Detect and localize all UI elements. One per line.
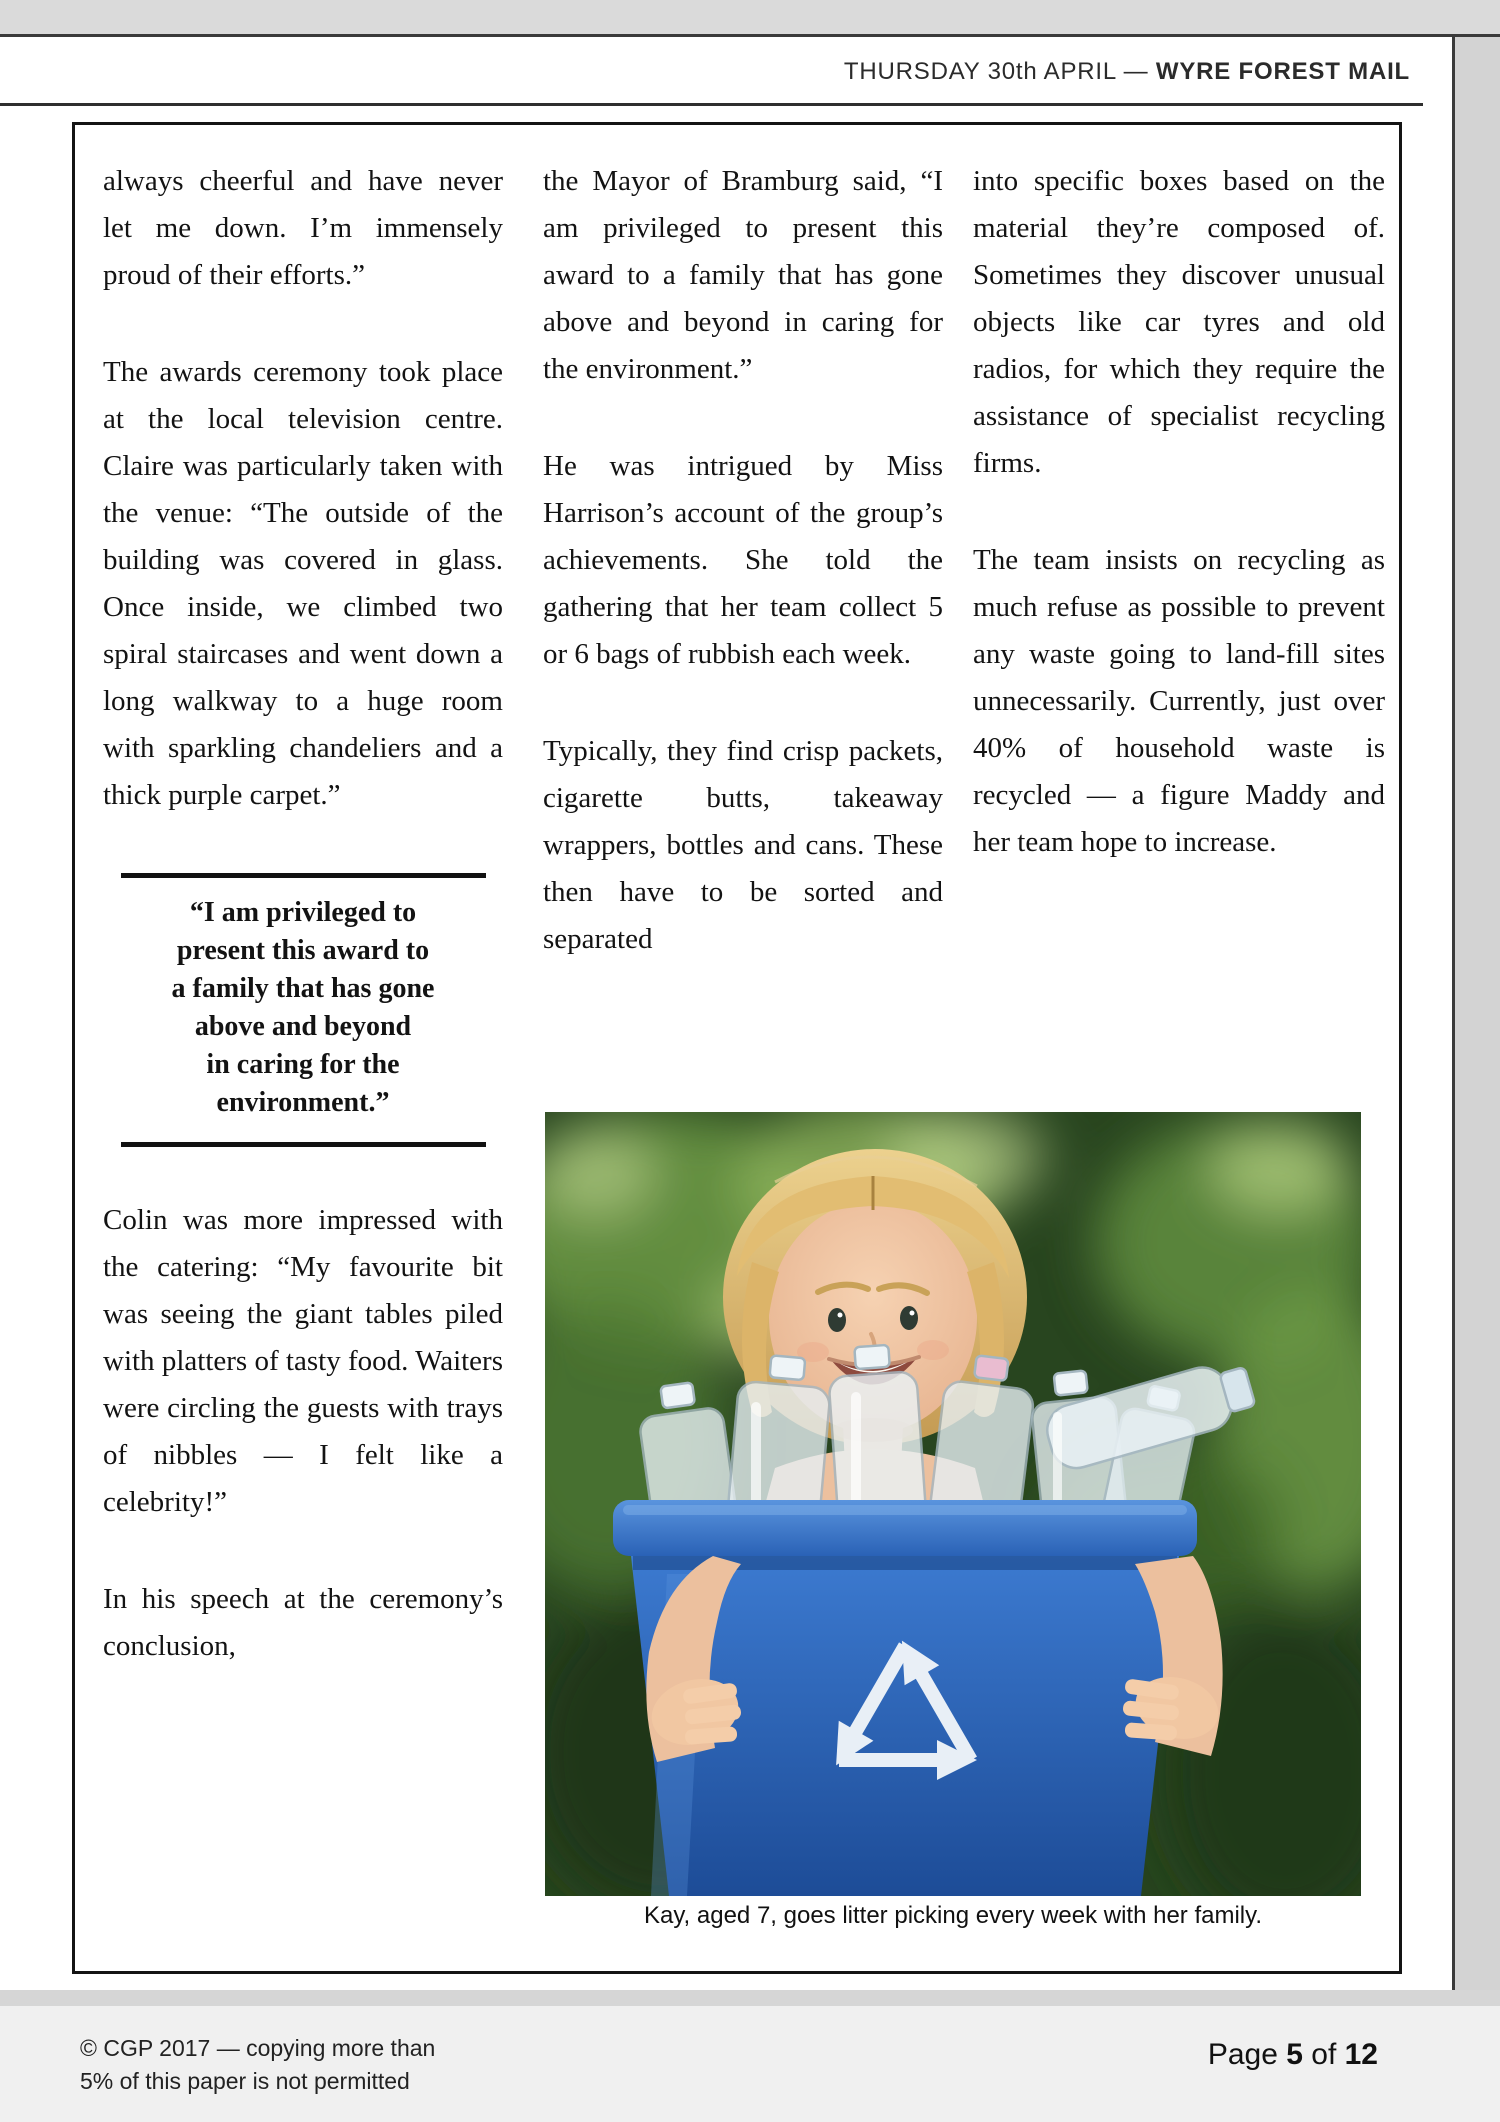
copyright-line: © CGP 2017 — copying more than [80,2035,436,2061]
article-paragraph: always cheerful and have never let me down. I’m immensely proud of their efforts.” [103,165,503,291]
scan-background-top [0,0,1500,34]
article-paragraph: Typically, they find crisp packets, cigarette butts, takeaway wrappers, bottles and cans. These then have to be sorted and separated [543,735,943,955]
page-edge-top [0,34,1500,37]
scan-background-bottom [0,1990,1500,2006]
pull-quote [121,873,486,1147]
pull-quote-line: a family that has gone [171,973,435,1004]
copyright-line: 5% of this paper is not permitted [80,2068,410,2094]
article-paragraph: He was intrigued by Miss Harrison’s account of the group’s achievements. She told the gathering that her team collect 5 or 6 bags of rubbish each week. [543,450,943,670]
masthead-title: WYRE FOREST MAIL [1155,58,1410,85]
masthead-rule [0,103,1423,106]
article-paragraph: Colin was more impressed with the catering: “My favourite bit was seeing the giant tables piled with platters of tasty food. Waiters were circling the guests with trays of nibbles — I felt like a celebrity!” [103,1204,503,1518]
masthead-date: THURSDAY 30th APRIL [843,58,1117,85]
page-indicator-number: 5 [1286,2038,1303,2071]
article-column-1 [103,158,503,1720]
page-indicator [1208,2038,1378,2072]
masthead-separator: — [1116,58,1156,85]
page-indicator-total: 12 [1344,2038,1378,2071]
pull-quote-line: “I am privileged to [189,897,417,928]
article-paragraph: into specific boxes based on the material they’re composed of. Sometimes they discover unusual objects like car tyres and old radios, for which they require the assistance of specialist recycling firms. [973,165,1385,479]
article-column-2 [543,158,943,1013]
page-footer [0,2006,1500,2122]
pull-quote-line: in caring for the [206,1049,400,1080]
pull-quote-line: environment.” [216,1087,390,1118]
copyright-notice [80,2032,435,2098]
article-paragraph: The awards ceremony took place at the local television centre. Claire was particularly taken with the venue: “The outside of the building was covered in glass. Once inside, we climbed two spiral staircases and went down a long walkway to a huge room with sparkling chandeliers and a thick purple carpet.” [103,356,503,811]
article-paragraph: the Mayor of Bramburg said, “I am privileged to present this award to a family that has gone above and beyond in caring for the environment.” [543,165,943,385]
article-column-3 [973,158,1385,916]
photo-illustration [545,1112,1361,1896]
article-paragraph: The team insists on recycling as much refuse as possible to prevent any waste going to land-fill sites unnecessarily. Currently, just over 40% of household waste is recycled — a figure Maddy and her team hope to increase. [973,544,1385,858]
masthead [0,58,1410,86]
scan-background-right [1455,37,1500,1990]
pull-quote-line: present this award to [176,935,430,966]
photo-caption: Kay, aged 7, goes litter picking every week with her family. [643,1902,1263,1929]
article-paragraph: In his speech at the ceremony’s conclusion, [103,1583,503,1662]
page-indicator-of: of [1302,2038,1345,2071]
photo-girl-recycling-bin [545,1112,1361,1896]
page-indicator-prefix: Page [1207,2038,1287,2071]
pull-quote-line: above and beyond [194,1011,412,1042]
